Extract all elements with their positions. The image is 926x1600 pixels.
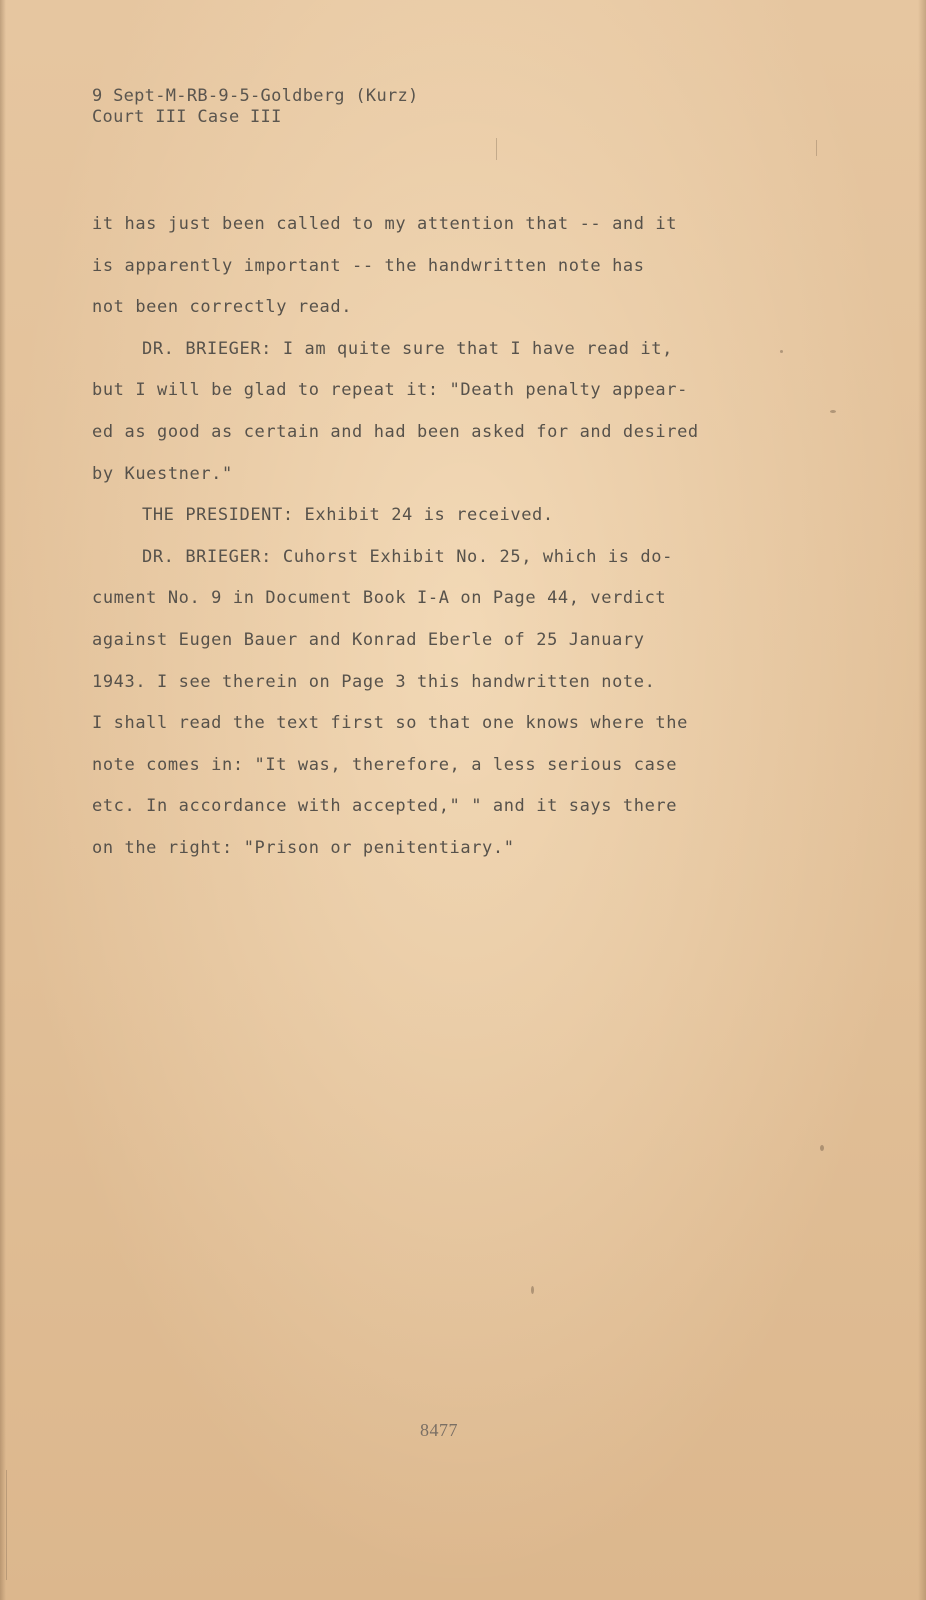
transcript-body (92, 204, 812, 870)
transcript-line: by Kuestner." (92, 463, 233, 484)
paper-edge-left (0, 0, 6, 1600)
transcript-line: on the right: "Prison or penitentiary." (92, 837, 515, 858)
transcript-line: 1943. I see therein on Page 3 this handwritten note. (92, 671, 656, 692)
transcript-line: ed as good as certain and had been asked for and desired (92, 421, 699, 442)
paper-speck (820, 1145, 824, 1151)
transcript-line: it has just been called to my attention that -- and it (92, 214, 678, 234)
paper-speck (830, 410, 836, 413)
transcript-line: DR. BRIEGER: Cuhorst Exhibit No. 25, which is do- (142, 546, 673, 567)
paper-speck (531, 1286, 534, 1294)
transcript-line: against Eugen Bauer and Konrad Eberle of 25 January (92, 629, 645, 650)
transcript-line: not been correctly read. (92, 297, 353, 318)
transcript-line: I shall read the text first so that one knows where the (92, 713, 688, 734)
paper-mark (816, 140, 817, 156)
transcript-line: cument No. 9 in Document Book I-A on Page 44, verdict (92, 588, 667, 609)
header-reference: 9 Sept-M-RB-9-5-Goldberg (Kurz) (92, 86, 419, 106)
header-court: Court III Case III (92, 107, 282, 127)
transcript-line: note comes in: "It was, therefore, a less serious case (92, 754, 678, 775)
transcript-line: DR. BRIEGER: I am quite sure that I have read it, (142, 338, 673, 359)
document-header (92, 86, 419, 128)
paper-edge-right (918, 0, 926, 1600)
page-number: 8477 (420, 1420, 458, 1440)
transcript-line: is apparently important -- the handwritten note has (92, 255, 645, 276)
paper-mark (496, 138, 497, 160)
transcript-line: but I will be glad to repeat it: "Death penalty appear- (92, 380, 688, 401)
paper-speck (780, 350, 783, 353)
transcript-line: etc. In accordance with accepted," " and it says there (92, 796, 678, 817)
transcript-line: THE PRESIDENT: Exhibit 24 is received. (142, 505, 554, 526)
paper-mark (6, 1470, 7, 1580)
